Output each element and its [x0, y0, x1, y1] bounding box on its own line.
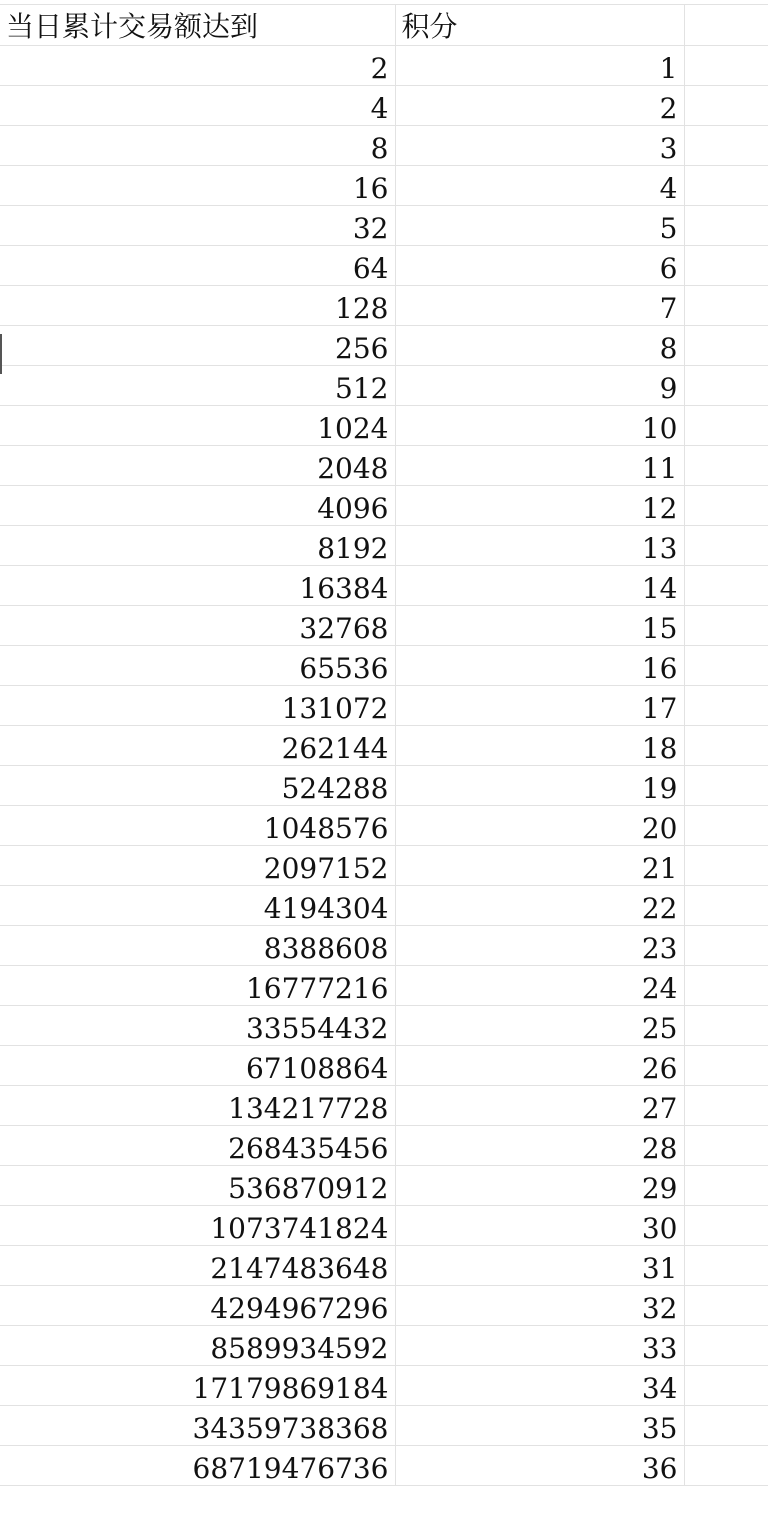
empty-cell[interactable]: [684, 5, 768, 46]
amount-cell[interactable]: 34359738368: [0, 1406, 395, 1446]
empty-cell[interactable]: [684, 1206, 768, 1246]
points-cell[interactable]: 24: [395, 966, 684, 1006]
empty-cell[interactable]: [684, 246, 768, 286]
empty-cell[interactable]: [684, 1086, 768, 1126]
amount-cell[interactable]: 1073741824: [0, 1206, 395, 1246]
points-cell[interactable]: 15: [395, 606, 684, 646]
points-cell[interactable]: 7: [395, 286, 684, 326]
points-cell[interactable]: 2: [395, 86, 684, 126]
empty-cell[interactable]: [684, 646, 768, 686]
empty-cell[interactable]: [684, 926, 768, 966]
empty-cell[interactable]: [684, 166, 768, 206]
empty-cell[interactable]: [684, 686, 768, 726]
table-row: [0, 1406, 768, 1446]
points-cell[interactable]: 16: [395, 646, 684, 686]
empty-cell[interactable]: [684, 1046, 768, 1086]
empty-cell[interactable]: [684, 526, 768, 566]
row-marker: [0, 334, 2, 374]
empty-cell[interactable]: [684, 886, 768, 926]
amount-cell[interactable]: 16: [0, 166, 395, 206]
amount-cell[interactable]: 1048576: [0, 806, 395, 846]
empty-cell[interactable]: [684, 1166, 768, 1206]
empty-cell[interactable]: [684, 46, 768, 86]
table-row: [0, 446, 768, 486]
table-row: [0, 86, 768, 126]
table-row: [0, 206, 768, 246]
table-row: [0, 1286, 768, 1326]
points-cell[interactable]: 5: [395, 206, 684, 246]
table-row: [0, 1006, 768, 1046]
amount-cell[interactable]: 134217728: [0, 1086, 395, 1126]
points-cell[interactable]: 13: [395, 526, 684, 566]
amount-cell[interactable]: 512: [0, 366, 395, 406]
points-cell[interactable]: 23: [395, 926, 684, 966]
amount-cell[interactable]: 4: [0, 86, 395, 126]
table-row: [0, 126, 768, 166]
table-row: [0, 1046, 768, 1086]
amount-cell[interactable]: 524288: [0, 766, 395, 806]
table-row: [0, 886, 768, 926]
table-row: [0, 926, 768, 966]
points-cell[interactable]: 22: [395, 886, 684, 926]
amount-cell[interactable]: 16384: [0, 566, 395, 606]
table-row: [0, 46, 768, 86]
header-cell-amount[interactable]: 当日累计交易额达到: [0, 5, 395, 46]
amount-cell[interactable]: 33554432: [0, 1006, 395, 1046]
empty-cell[interactable]: [684, 206, 768, 246]
points-cell[interactable]: 30: [395, 1206, 684, 1246]
amount-cell[interactable]: 262144: [0, 726, 395, 766]
empty-cell[interactable]: [684, 126, 768, 166]
amount-cell[interactable]: 2097152: [0, 846, 395, 886]
empty-cell[interactable]: [684, 366, 768, 406]
table-row: [0, 846, 768, 886]
table-row: [0, 1086, 768, 1126]
empty-cell[interactable]: [684, 1326, 768, 1366]
table-row: [0, 966, 768, 1006]
amount-cell[interactable]: 1024: [0, 406, 395, 446]
empty-cell[interactable]: [684, 1246, 768, 1286]
empty-cell[interactable]: [684, 566, 768, 606]
empty-cell[interactable]: [684, 1406, 768, 1446]
empty-cell[interactable]: [684, 726, 768, 766]
table-row: [0, 726, 768, 766]
points-cell[interactable]: 21: [395, 846, 684, 886]
table-row: [0, 326, 768, 366]
table-row: [0, 1246, 768, 1286]
amount-cell[interactable]: 128: [0, 286, 395, 326]
points-cell[interactable]: 4: [395, 166, 684, 206]
amount-cell[interactable]: 8192: [0, 526, 395, 566]
points-cell[interactable]: 29: [395, 1166, 684, 1206]
points-cell[interactable]: 3: [395, 126, 684, 166]
points-cell[interactable]: 8: [395, 326, 684, 366]
header-row: [0, 5, 768, 46]
table-row: [0, 486, 768, 526]
points-cell[interactable]: 33: [395, 1326, 684, 1366]
empty-cell[interactable]: [684, 806, 768, 846]
table-row: [0, 1326, 768, 1366]
table-row: [0, 646, 768, 686]
amount-cell[interactable]: 256: [0, 326, 395, 366]
empty-cell[interactable]: [684, 1126, 768, 1166]
empty-cell[interactable]: [684, 326, 768, 366]
header-cell-points[interactable]: 积分: [395, 5, 684, 46]
table-row: [0, 566, 768, 606]
points-cell[interactable]: 27: [395, 1086, 684, 1126]
table-row: [0, 806, 768, 846]
points-cell[interactable]: 28: [395, 1126, 684, 1166]
amount-cell[interactable]: 8388608: [0, 926, 395, 966]
empty-cell[interactable]: [684, 1366, 768, 1406]
points-cell[interactable]: 25: [395, 1006, 684, 1046]
amount-cell[interactable]: 4194304: [0, 886, 395, 926]
points-cell[interactable]: 32: [395, 1286, 684, 1326]
table-row: [0, 406, 768, 446]
empty-cell[interactable]: [684, 766, 768, 806]
amount-cell[interactable]: 16777216: [0, 966, 395, 1006]
amount-cell[interactable]: 4294967296: [0, 1286, 395, 1326]
amount-cell[interactable]: 65536: [0, 646, 395, 686]
empty-cell[interactable]: [684, 1286, 768, 1326]
table-row: [0, 1126, 768, 1166]
amount-cell[interactable]: 2: [0, 46, 395, 86]
amount-cell[interactable]: 67108864: [0, 1046, 395, 1086]
table-row: [0, 1366, 768, 1406]
points-cell[interactable]: 19: [395, 766, 684, 806]
amount-cell[interactable]: 131072: [0, 686, 395, 726]
amount-cell[interactable]: 17179869184: [0, 1366, 395, 1406]
table-row: [0, 686, 768, 726]
table-row: [0, 606, 768, 646]
table-row: [0, 1166, 768, 1206]
points-cell[interactable]: 35: [395, 1406, 684, 1446]
empty-cell[interactable]: [684, 86, 768, 126]
amount-cell[interactable]: 4096: [0, 486, 395, 526]
empty-cell[interactable]: [684, 606, 768, 646]
points-cell[interactable]: 26: [395, 1046, 684, 1086]
amount-cell[interactable]: 32768: [0, 606, 395, 646]
table-row: [0, 1206, 768, 1246]
spreadsheet-grid: [0, 4, 768, 1486]
points-cell[interactable]: 10: [395, 406, 684, 446]
amount-cell[interactable]: 8: [0, 126, 395, 166]
table-row: [0, 286, 768, 326]
spreadsheet-body: [0, 5, 768, 1486]
points-cell[interactable]: 34: [395, 1366, 684, 1406]
empty-cell[interactable]: [684, 406, 768, 446]
points-cell[interactable]: 31: [395, 1246, 684, 1286]
amount-cell[interactable]: 2048: [0, 446, 395, 486]
table-row: [0, 526, 768, 566]
amount-cell[interactable]: 8589934592: [0, 1326, 395, 1366]
points-cell[interactable]: 17: [395, 686, 684, 726]
amount-cell[interactable]: 68719476736: [0, 1446, 395, 1486]
table-row: [0, 366, 768, 406]
points-cell[interactable]: 20: [395, 806, 684, 846]
points-cell[interactable]: 6: [395, 246, 684, 286]
points-cell[interactable]: 9: [395, 366, 684, 406]
table-row: [0, 766, 768, 806]
points-cell[interactable]: 18: [395, 726, 684, 766]
empty-cell[interactable]: [684, 1006, 768, 1046]
empty-cell[interactable]: [684, 286, 768, 326]
table-row: [0, 166, 768, 206]
amount-cell[interactable]: 536870912: [0, 1166, 395, 1206]
empty-cell[interactable]: [684, 446, 768, 486]
empty-cell[interactable]: [684, 1446, 768, 1486]
amount-cell[interactable]: 64: [0, 246, 395, 286]
points-cell[interactable]: 14: [395, 566, 684, 606]
points-cell[interactable]: 36: [395, 1446, 684, 1486]
amount-cell[interactable]: 2147483648: [0, 1246, 395, 1286]
empty-cell[interactable]: [684, 486, 768, 526]
table-row: [0, 246, 768, 286]
amount-cell[interactable]: 268435456: [0, 1126, 395, 1166]
points-cell[interactable]: 11: [395, 446, 684, 486]
empty-cell[interactable]: [684, 846, 768, 886]
points-cell[interactable]: 12: [395, 486, 684, 526]
points-cell[interactable]: 1: [395, 46, 684, 86]
table-row: [0, 1446, 768, 1486]
empty-cell[interactable]: [684, 966, 768, 1006]
amount-cell[interactable]: 32: [0, 206, 395, 246]
